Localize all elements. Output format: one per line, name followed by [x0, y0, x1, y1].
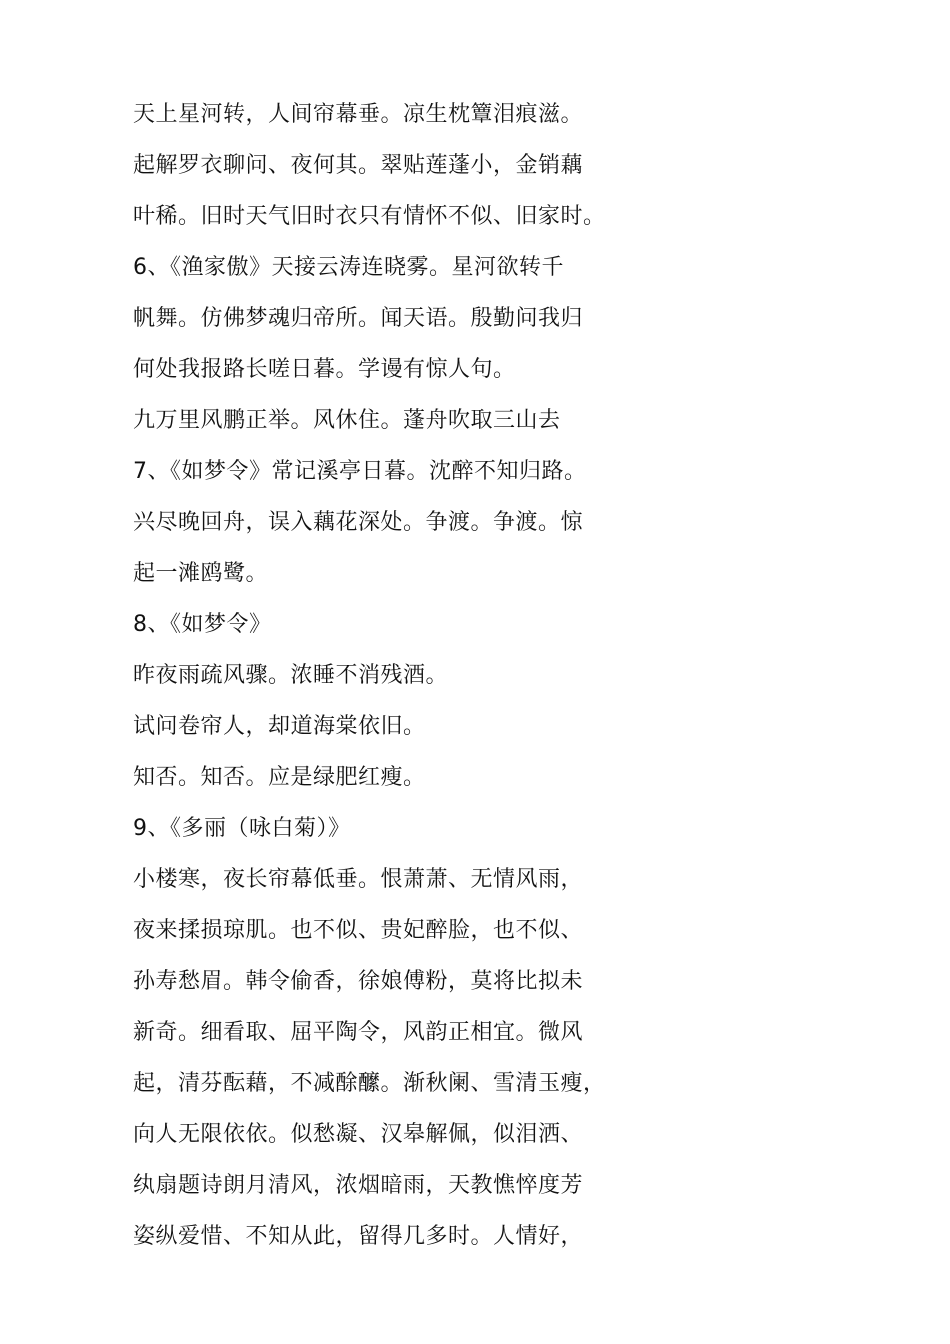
text-line: 何处我报路长嗟日暮。学谩有惊人句。 — [133, 357, 516, 382]
text-line: 纨扇题诗朗月清风，浓烟暗雨，天教憔悴度芳 — [133, 1173, 584, 1198]
text-line: 新奇。细看取、屈平陶令，风韵正相宜。微风 — [133, 1020, 584, 1045]
text-line: 天上星河转，人间帘幕垂。凉生枕簟泪痕滋。 — [133, 102, 584, 127]
text-line: 向人无限依依。似愁凝、汉皋解佩，似泪洒、 — [133, 1122, 584, 1147]
text-line: 起，清芬酝藉，不减酴醿。渐秋阑、雪清玉瘦， — [133, 1071, 606, 1096]
text-line: 夜来揉损琼肌。也不似、贵妃醉脸，也不似、 — [133, 918, 584, 943]
poem-8-heading: 8、《如梦令》 — [133, 612, 272, 637]
poem-9-heading: 9、《多丽（咏白菊）》 — [133, 816, 351, 841]
text-line: 孙寿愁眉。韩令偷香，徐娘傅粉，莫将比拟未 — [133, 969, 584, 994]
text-line: 试问卷帘人，却道海棠依旧。 — [133, 714, 426, 739]
poem-7-heading-line: 7、《如梦令》常记溪亭日暮。沈醉不知归路。 — [133, 459, 587, 484]
text-line: 叶稀。旧时天气旧时衣只有情怀不似、旧家时。 — [133, 204, 606, 229]
text-line: 知否。知否。应是绿肥红瘦。 — [133, 765, 426, 790]
text-line: 起一滩鸥鹭。 — [133, 561, 269, 586]
text-line: 小楼寒，夜长帘幕低垂。恨萧萧、无情风雨， — [133, 867, 584, 892]
poem-6-heading-line: 6、《渔家傲》天接云涛连晓雾。星河欲转千 — [133, 255, 564, 280]
text-line: 九万里风鹏正举。风休住。蓬舟吹取三山去 — [133, 408, 561, 433]
poem-text-block — [133, 93, 833, 1266]
text-line: 帆舞。仿佛梦魂归帝所。闻天语。殷勤问我归 — [133, 306, 584, 331]
text-line: 姿纵爱惜、不知从此，留得几多时。人情好， — [133, 1224, 584, 1249]
text-line: 兴尽晚回舟，误入藕花深处。争渡。争渡。惊 — [133, 510, 584, 535]
text-line: 昨夜雨疏风骤。浓睡不消残酒。 — [133, 663, 449, 688]
text-line: 起解罗衣聊问、夜何其。翠贴莲蓬小，金销藕 — [133, 153, 584, 178]
